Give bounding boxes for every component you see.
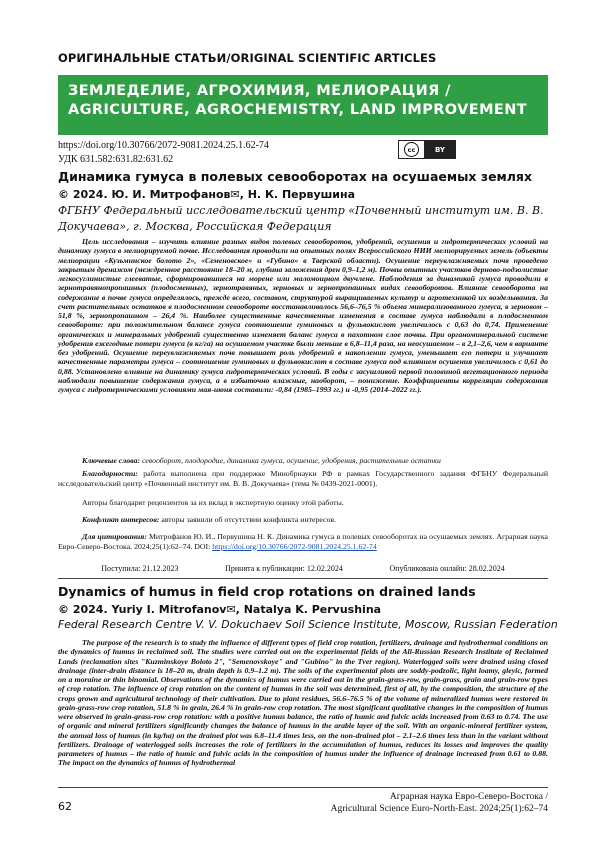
conflict-of-interest-ru (58, 515, 548, 525)
doi-link[interactable]: https://doi.org/10.30766/2072-9081.2024.25.1.62-74 (58, 140, 269, 151)
section-title-ru: ЗЕМЛЕДЕЛИЕ, АГРОХИМИЯ, МЕЛИОРАЦИЯ / (68, 83, 451, 99)
date-received: Поступила: 21.12.2023 (101, 564, 179, 573)
citation-doi-link[interactable]: https://doi.org/10.30766/2072-9081.2024.25.1.62-74 (212, 541, 377, 551)
article-rubric: ОРИГИНАЛЬНЫЕ СТАТЬИ/ORIGINAL SCIENTIFIC ARTICLES (58, 51, 437, 65)
keywords-text: севооборот, плодородие, динамика гумуса, осушение, удобрения, растительные остатки (141, 456, 441, 465)
udk-code: УДК 631.582:631.82:631.62 (58, 154, 174, 165)
cc-by-license-badge[interactable] (398, 140, 456, 159)
by-icon: BY (425, 141, 455, 158)
affiliation-en: Federal Research Centre V. V. Dokuchaev Soil Science Institute, Moscow, Russian Federation (58, 618, 558, 631)
date-accepted: Принята к публикации: 12.02.2024 (225, 564, 343, 573)
running-footer (331, 791, 548, 815)
journal-name-ru: Аграрная наука Евро-Северо-Востока / (389, 792, 548, 802)
authors-en: © 2024. Yuriy I. Mitrofanov✉, Natalya K. Pervushina (58, 603, 382, 616)
acknowledgements-text: работа выполнена при поддержке Минобрнауки РФ в рамках Государственного задания ФГБНУ Федеральный исследовательский центр «Почвенный институт им. В. В. Докучаева» (тема № 0439-2021-0001). (58, 469, 548, 488)
citation-text: Митрофанов Ю. И., Первушина Н. К. Динамика гумуса в полевых севооборотах на осушаемых землях. Аграрная наука Евро-Северо-Востока. 2024;25(1):62–74. DOI: (58, 532, 548, 551)
reviewer-thanks-ru: Авторы благодарят рецензентов за их вклад в экспертную оценку этой работы. (82, 498, 344, 507)
acknowledgements-label: Благодарности: (82, 469, 138, 478)
affiliation-ru: ФГБНУ Федеральный исследовательский центр «Почвенный институт им. В. В. Докучаева», г. Москва, Российская Федерация (58, 204, 544, 233)
citation-ru (58, 532, 548, 551)
footer-divider (58, 787, 548, 788)
abstract-ru: Цель исследования – изучить влияние разных видов полевых севооборотов, удобрений, осушения и гидротермических условий на динамику гумуса в мелиорируемой почве. Исследования проводили на опытных полях Всероссийского НИИ мелиорируемых земель (объекты мелиорации «Кузьминское болото 2», «Семеновское» и «Губино» в Тверской области). Осушение переувлажняемых почв проведено закрытым дренажом (междренное расстояние 18–20 м, глубина заложения дрен 0,9–1,2 м). Почвы опытных участков дерново-подзолистые легкосуглинистые глееватые, сформировавшиеся на морене или маломощном двучлене. Наблюдения за динамикой гумуса проводили в зернотравянопропашных (плодосменных), зернотравяных, зерновых и зернопропашных видах севооборотов. Влияние севооборота на содержание в почве гумуса определялось, прежде всего, составом, структурой выращиваемых культур и агротехникой их возделывания. За счет растительных остатков в плодосменном севообороте восстанавливалось 56,6–76,5 % объема минерализованного гумуса, в зерновом – 51,8 %, зернопропашном – 26,4 %. Наиболее существенные качественные изменения в составе гумуса наблюдали в плодосменном севообороте: при положительном балансе гумуса соотношение гуминовых и фульвокислот увеличилось с 0,63 до 0,74. Применение органических и минеральных удобрений существенно изменяет баланс гумуса в пахотном слое почвы. При органоминеральной системе удобрения ежегодные потери гумуса (в кг/га) на осушаемом участке были меньше в 6,8–11,4 раза, на неосушаемом – в 2,1–2,6, чем в варианте без удобрений. Осушение переувлажняемых почв повышает роль удобрений в накоплении гумуса, уменьшает его потери и улучшает качественные параметры гумуса – соотношение гуминовых и фульвокислот в составе гумуса под влиянием осушения увеличилось с 0,61 до 0,88. Установлено влияние на динамику гумуса гидротермических условий. В годы с засушливой первой половиной вегетационного периода наблюдали повышение содержания гумуса, а в избыточно влажные, наоборот, – понижение. Коэффициенты корреляции содержания гумуса с гидротермическими условиями мая-июня составили: -0,84 (1985–1993 гг.) и -0,95 (2014–2022 гг.). (58, 237, 548, 394)
acknowledgements-ru (58, 469, 548, 488)
section-banner (58, 75, 548, 135)
section-title-en: AGRICULTURE, AGROCHEMISTRY, LAND IMPROVEMENT (68, 102, 528, 118)
date-published: Опубликована онлайн: 28.02.2024 (389, 564, 505, 573)
divider (58, 578, 548, 579)
keywords-ru (58, 456, 548, 466)
article-title-en: Dynamics of humus in field crop rotations on drained lands (58, 584, 476, 599)
authors-ru: © 2024. Ю. И. Митрофанов✉, Н. К. Первушина (58, 188, 356, 201)
abstract-en: The purpose of the research is to study the influence of different types of field crop rotation, fertilizers, drainage and hydrothermal conditions on the dynamics of humus in reclaimed soil. The studies were carried out on the experimental fields of the All-Russian Research Institute of Reclaimed Lands (reclamation sites "Kuzminskoye Boloto 2", "Semenovskoye" and "Gubino" in the Tver region). Waterlogged soils were drained using closed drainage (inter-drain distance is 18–20 m, drain depth is 0.9–1.2 m). The soils of the experimental plots are soddy-podzolic, light loamy, gleyic, formed on a moraine or thin binomial. Observations of the dynamics of humus were carried out in the grain-grass-row, grain-grass, grain and grain-row types of crop rotation. The influence of crop rotation on the content of humus in the soil was determined, first of all, by the composition, the structure of the crops grown and agricultural technology of their cultivation. Due to plant residues, 56.6–76.5 % of the volume of mineralized humus were restored in grain-grass-row crop rotation, 51.8 % in grain, 26.4 % in grain-row crop rotation. The most significant qualitative changes in the composition of humus were observed in grain-grass-row crop rotation: with a positive humus balance, the ratio of humic and fulvic acids increased from 0.63 to 0.74. The use of organic and mineral fertilizers significantly changes the balance of humus in the arable layer of the soil. With an organic-mineral fertilizer system, the annual loss of humus (in kg/ha) on the drained plot was 6.8–11.4 times less, on the non-drained plot – 2.1–2.6 times less than in the variant without fertilizers. Drainage of waterlogged soils increases the role of fertilizers in the accumulation of humus, reduces its losses and improves the quality parameters of humus – the ratio of humic and fulvic acids in the composition of humus under the influence of drainage increased from 0.61 to 0.88. The impact on the dynamics of humus of hydrothermal (58, 638, 548, 768)
conflict-label: Конфликт интересов: (82, 515, 160, 524)
page-number: 62 (58, 800, 72, 813)
publication-dates (58, 564, 548, 573)
keywords-label: Ключевые слова: (82, 456, 141, 465)
journal-name-en: Agricultural Science Euro-North-East. 2024;25(1):62–74 (330, 804, 548, 814)
cc-icon: cc (399, 141, 425, 158)
citation-label: Для цитирования: (82, 532, 147, 541)
article-title-ru: Динамика гумуса в полевых севооборотах на осушаемых землях (58, 169, 533, 184)
conflict-text: авторы заявили об отсутствии конфликта интересов. (161, 515, 337, 524)
